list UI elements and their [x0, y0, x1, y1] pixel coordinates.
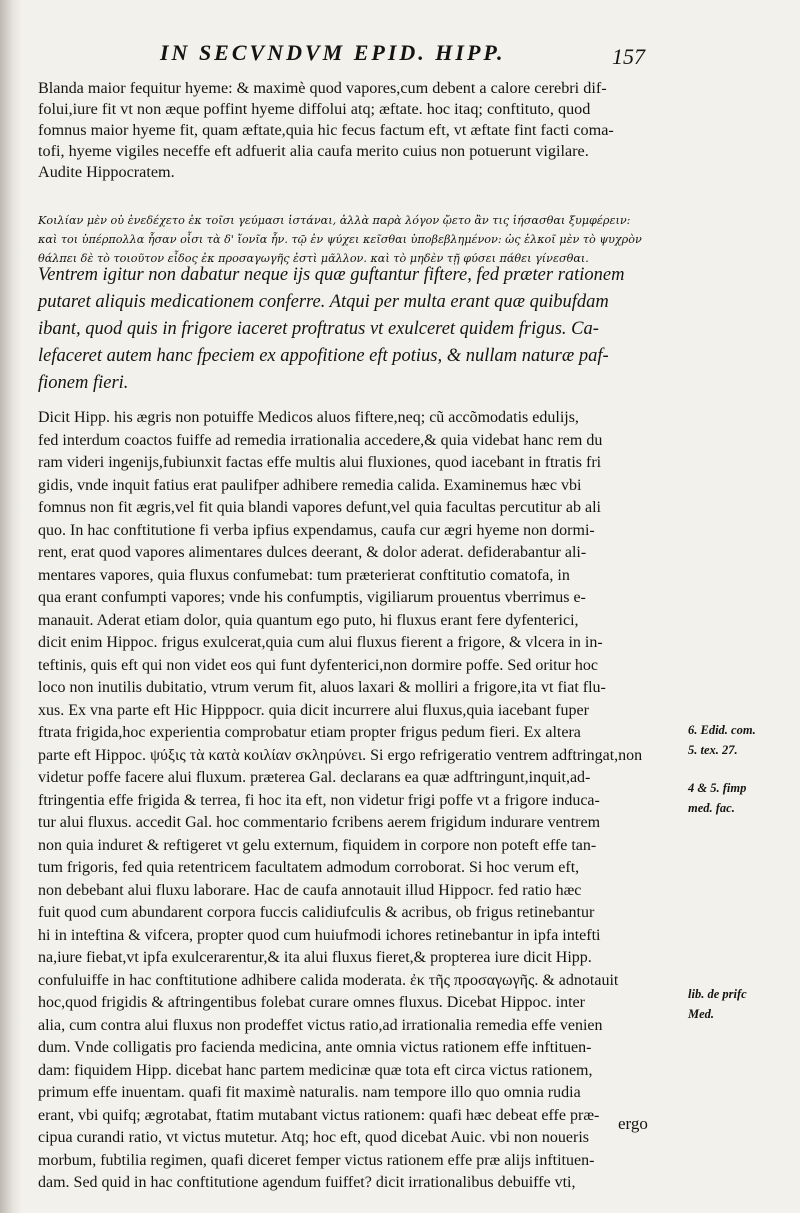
- commentary-line: hi in inteftina & vifcera, propter quod cum huiufmodi ichores retinebantur in ipfa intefti: [38, 926, 601, 944]
- lemma-line: fionem fieri.: [38, 373, 129, 393]
- commentary-line: dum. Vnde colligatis pro facienda medicina, ante omnia victus rationem effe inftituen-: [38, 1039, 592, 1056]
- lemma-line: Ventrem igitur non dabatur neque ijs quæ guftantur fiftere, fed præter rationem: [38, 265, 625, 285]
- commentary-line: gidis, vnde inquit fatius erat paulifper adhibere remedia calida. Examinemus hæc vbi: [38, 476, 582, 494]
- commentary-line: loco non inutilis dubitatio, vtrum verum fit, aluos laxari & molliri a frigore,ita vt fiat flu-: [38, 679, 606, 696]
- text-line: folui,iure fit vt non æque poffint hyeme diffolui atq; æftate. hoc itaq; conftituto, quod: [38, 100, 591, 118]
- margin-note-line: 4 & 5. fimp: [688, 781, 747, 795]
- text-line: fomnus maior hyeme fit, quam æftate,quia hic fecus factum eft, vt æftate fint facti coma-: [38, 121, 614, 139]
- commentary-line: morbum, fubtilia regimen, quafi diceret femper victus rationem effe præ alijs inftituen-: [38, 1151, 595, 1169]
- catchword: ergo: [618, 1114, 648, 1133]
- margin-note-line: lib. de prifc: [688, 987, 747, 1001]
- commentary-line: na,iure fiebat,vt ipfa exulcerarentur,& ita alui fluxus fieret,& propterea iure dicit Hipp.: [38, 949, 592, 966]
- text-line: tofi, hyeme vigiles neceffe eft adfuerit alia caufa merito cuius non potuerunt vigilare.: [38, 142, 589, 160]
- running-title: IN SECVNDVM EPID. HIPP.: [160, 40, 506, 65]
- greek-line: θάλπει δὲ τὸ τοιοῦτον εἶδος ἐκ προσαγωγῆς ἐστὶ μᾶλλον. καὶ τὸ μηδὲν τῇ φύσει πάθει γίνεσθαι.: [38, 252, 589, 265]
- intro-paragraph: [38, 78, 678, 183]
- margin-note-line: med. fac.: [688, 801, 735, 815]
- text-line: Audite Hippocratem.: [38, 163, 175, 181]
- commentary-line: ftringentia effe frigida & terrea, fi hoc ita eft, non videtur frigi poffe vt a frigore induca-: [38, 791, 600, 809]
- margin-note: [688, 778, 746, 818]
- commentary-line: dicit enim Hippoc. frigus exulcerat,quia cum alui fluxus fierent a frigore, & vlcera in in-: [38, 634, 603, 651]
- commentary-line: mentares vapores, quia fluxus confumebat: tum præterierat conftitutio comatofa, in: [38, 566, 570, 584]
- commentary-line: hoc,quod frigidis & aftringentibus folebat curare omnes fluxus. Dicebat Hippoc. inter: [38, 994, 585, 1011]
- commentary-line: videtur poffe facere alui fluxum. præterea Gal. declarans ea quæ adftringunt,inquit,ad-: [38, 769, 591, 786]
- commentary-line: fomnus non fit ægris,vel fit quia blandi vapores defunt,vel quia facultas percutitur ab ali: [38, 499, 601, 516]
- commentary-line: Dicit Hipp. his ægris non potuiffe Medicos aluos fiftere,neq; cũ accõmodatis edulijs,: [38, 409, 579, 426]
- commentary-line: fed interdum coactos fuiffe ad remedia irrationalia accedere,& quia videbat hanc rem du: [38, 431, 603, 449]
- commentary-line: erant, vbi quifq; ægrotabat, ftatim mutabant victus rationem: quafi hæc debeat effe præ-: [38, 1106, 600, 1124]
- commentary-line: tur alui fluxus. accedit Gal. hoc commentario fcribens aerem frigidum indurare ventrem: [38, 814, 601, 831]
- margin-note: [688, 720, 756, 760]
- commentary-line: ram videri ingenijs,fubiunxit factas effe multis alui fluxiones, quod iacebant in ftratis fri: [38, 454, 602, 471]
- lemma-line: putaret aliquis medicationem conferre. Atqui per multa erant quæ quibufdam: [38, 292, 609, 312]
- commentary-line: confuluiffe in hac conftitutione adhibere calida moderata. ἐκ τῆς προσαγωγῆς. & adnotauit: [38, 971, 619, 989]
- commentary-line: rent, erat quod vapores alimentares dulces deerant, & dolor aderat. defiderabantur ali-: [38, 544, 587, 561]
- commentary-line: fuit quod cum abundarent corpora fuccis calidiufculis & acribus, ob frigus retinebantur: [38, 904, 595, 921]
- commentary-line: tum frigoris, fed quia retentricem facultatem admodum corroborat. Si hoc verum eft,: [38, 859, 580, 876]
- commentary: [38, 407, 678, 1195]
- margin-note-line: 6. Edid. com.: [688, 723, 756, 737]
- greek-quotation: [38, 211, 678, 268]
- commentary-line: primum effe inuentam. quafi fit maximè naturalis. nam tempore illo quo omnia rudia: [38, 1084, 581, 1101]
- greek-line: καὶ τοι ὑπέρπολλα ἦσαν οἷσι τὰ δ' ἴονῖα ἦν. τῷ ἐν ψύχει κεῖσθαι ὑποβεβλημένον: ὡς ἑλκοῖ μὲν τὸ ψυχρὸν: [38, 233, 642, 246]
- margin-note: [688, 984, 747, 1024]
- commentary-line: cipua curandi ratio, vt victus mutetur. Atq; hoc eft, quod dicebat Auic. vbi non noueris: [38, 1129, 589, 1146]
- commentary-line: alia, cum contra alui fluxus non prodeffet victus ratio,ad irrationalia remedia effe venien: [38, 1016, 603, 1034]
- commentary-line: non quia induret & reftigeret vt gelu externum, fiquidem in corpore non poteft effe tan-: [38, 836, 597, 854]
- commentary-line: parte eft Hippoc. ψύξις τὰ κατὰ κοιλίαν σκληρύνει. Si ergo refrigeratio ventrem adftringat,non: [38, 746, 643, 764]
- greek-line: Κοιλίαν μὲν οὐ ἐνεδέχετο ἐκ τοῖσι γεύμασι ἱστάναι, ἀλλὰ παρὰ λόγον ᾤετο ἂν τις ἰήσασθαι ξυμφέρειν:: [38, 214, 631, 227]
- page-number: 157: [612, 44, 645, 69]
- commentary-line: teftinis, quis eft qui non videt eos qui funt dyfenterici,non dormire poffe. Sed oritur hoc: [38, 656, 599, 674]
- lemma-line: lefaceret autem hanc fpeciem ex appofitione eft potius, & nullam naturæ paf-: [38, 346, 609, 366]
- commentary-line: dam. Sed quid in hac conftitutione agendum fuiffet? dicit irrationalibus debuiffe vti,: [38, 1174, 576, 1191]
- margin-note-line: Med.: [688, 1007, 715, 1021]
- binding-shadow: [0, 0, 22, 1213]
- latin-lemma: [38, 262, 678, 397]
- lemma-line: ibant, quod quis in frigore iaceret proftratus vt exulceret quidem frigus. Ca-: [38, 319, 599, 339]
- commentary-line: dam: fiquidem Hipp. dicebat hanc partem medicinæ quæ tota eft circa victus rationem,: [38, 1061, 593, 1079]
- commentary-line: non debebant alui fluxu laborare. Hac de caufa annotauit illud Hippocr. fed ratio hæc: [38, 881, 582, 899]
- commentary-line: xus. Ex vna parte eft Hic Hipppocr. quia dicit incurrere alui fluxus,quia iacebant fuper: [38, 701, 589, 719]
- margin-note-line: 5. tex. 27.: [688, 743, 738, 757]
- commentary-line: qua erant confumpti vapores; vnde his confumptis, vigiliarum prouentus vberrimus e-: [38, 589, 586, 606]
- commentary-line: manauit. Aderat etiam dolor, quia quantum ego puto, hi fluxus erant fere dyfenterici,: [38, 611, 579, 629]
- commentary-line: ftrata frigida,hoc experientia comprobatur etiam propter frigus pedum fieri. Ex altera: [38, 724, 581, 741]
- text-line: Blanda maior fequitur hyeme: & maximè quod vapores,cum debent a calore cerebri dif-: [38, 79, 607, 97]
- commentary-line: quo. In hac conftitutione fi verba ipfius expendamus, caufa cur ægri hyeme non dormi-: [38, 521, 595, 539]
